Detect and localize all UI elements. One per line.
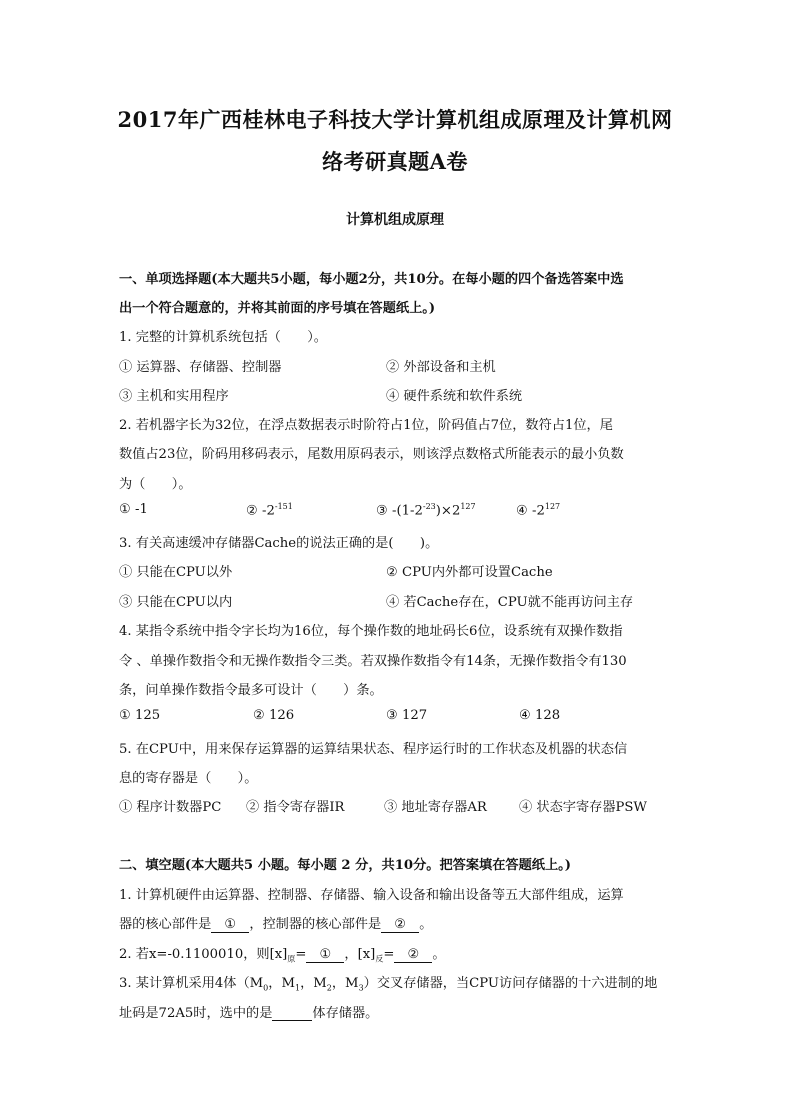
q5-option-a: ① 程序计数器PC	[119, 800, 222, 815]
q2-line2: 数值占23位，阶码用移码表示，尾数用原码表示，则该浮点数格式所能表示的最小负数	[119, 447, 624, 462]
q4-line2: 令 、单操作数指令和无操作数指令三类。若双操作数指令有14条，无操作数指令有130	[119, 654, 627, 669]
q2-option-a: ① -1	[119, 502, 148, 517]
q3-text: 3. 有关高速缓冲存储器Cache的说法正确的是( )。	[119, 536, 439, 551]
q2-option-d: ④ $-2^{127}$	[516, 502, 561, 519]
q1-option-b: ② 外部设备和主机	[386, 360, 496, 375]
q3-option-b: ② CPU内外都可设置Cache	[386, 565, 553, 580]
fill-q1-line2: 器的核心部件是 ① ，控制器的核心部件是 ② 。	[119, 917, 433, 932]
q2-option-b: ② $-2^{-151}$	[246, 502, 293, 519]
q5-option-b: ② 指令寄存器IR	[246, 800, 345, 815]
q5-option-c: ③ 地址寄存器AR	[384, 800, 487, 815]
q2-line3: 为（ ）。	[119, 477, 192, 492]
section1-heading-line1: 一、单项选择题(本大题共5小题，每小题2分，共10分。在每小题的四个备选答案中选	[119, 272, 624, 287]
q5-line2: 息的寄存器是（ ）。	[119, 771, 258, 786]
q4-option-a: ① 125	[119, 708, 161, 723]
fill-q3-blank	[272, 1007, 312, 1021]
q4-line1: 4. 某指令系统中指令字长均为16位，每个操作数的地址码长6位，设系统有双操作数指	[119, 624, 623, 639]
q4-line3: 条，问单操作数指令最多可设计（ ）条。	[119, 683, 383, 698]
q4-option-b: ② 126	[253, 708, 295, 723]
q5-line1: 5. 在CPU中，用来保存运算器的运算结果状态、程序运行时的工作状态及机器的状态信	[119, 742, 628, 757]
fill-q3-line1: 3. 某计算机采用4体（$M_0$，$M_1$，$M_2$，$M_3$）交叉存储器，当CPU访问存储器的十六进制的地	[119, 976, 658, 993]
section2-heading: 二、填空题(本大题共5 小题。每小题 2 分，共10分。把答案填在答题纸上。)	[119, 858, 571, 873]
document-title-line2: 络考研真题A卷	[322, 149, 468, 174]
fill-q3-line2: 址码是72A5时，选中的是 体存储器。	[119, 1006, 379, 1021]
section1-heading-line2: 出一个符合题意的，并将其前面的序号填在答题纸上。)	[119, 301, 436, 316]
fill-q2-line: 2. 若x=-0.1100010，则$[x]_原=$ ① ，$[x]_反=$ ② 。	[119, 947, 446, 964]
document-title-line1: 2017年广西桂林电子科技大学计算机组成原理及计算机网	[117, 107, 673, 132]
fill-q2-blank1: ①	[306, 947, 344, 963]
q2-line1: 2. 若机器字长为32位，在浮点数据表示时阶符占1位，阶码值占7位，数符占1位，尾	[119, 418, 613, 433]
fill-q1-blank1: ①	[211, 917, 249, 933]
q3-options-row1	[119, 561, 553, 580]
fill-q2-blank2: ②	[394, 947, 432, 963]
q1-options-row2	[119, 385, 523, 404]
fill-q1-blank2: ②	[381, 917, 419, 933]
q2-option-c: ③ $-(1-2^{-23})\times 2^{127}$	[376, 502, 476, 519]
q4-option-c: ③ 127	[386, 708, 428, 723]
q5-option-d: ④ 状态字寄存器PSW	[519, 800, 647, 815]
q1-options-row1	[119, 356, 496, 375]
q3-option-a: ① 只能在CPU以外	[119, 565, 233, 580]
q1-option-d: ④ 硬件系统和软件系统	[386, 389, 523, 404]
q3-option-d: ④ 若Cache存在，CPU就不能再访问主存	[386, 595, 634, 610]
q1-text: 1. 完整的计算机系统包括（ ）。	[119, 330, 327, 345]
q3-options-row2	[119, 591, 634, 610]
q1-option-a: ① 运算器、存储器、控制器	[119, 360, 282, 375]
q3-option-c: ③ 只能在CPU以内	[119, 595, 233, 610]
q1-option-c: ③ 主机和实用程序	[119, 389, 229, 404]
q4-option-d: ④ 128	[519, 708, 561, 723]
section-subtitle: 计算机组成原理	[346, 212, 444, 228]
fill-q1-line1: 1. 计算机硬件由运算器、控制器、存储器、输入设备和输出设备等五大部件组成，运算	[119, 888, 624, 903]
